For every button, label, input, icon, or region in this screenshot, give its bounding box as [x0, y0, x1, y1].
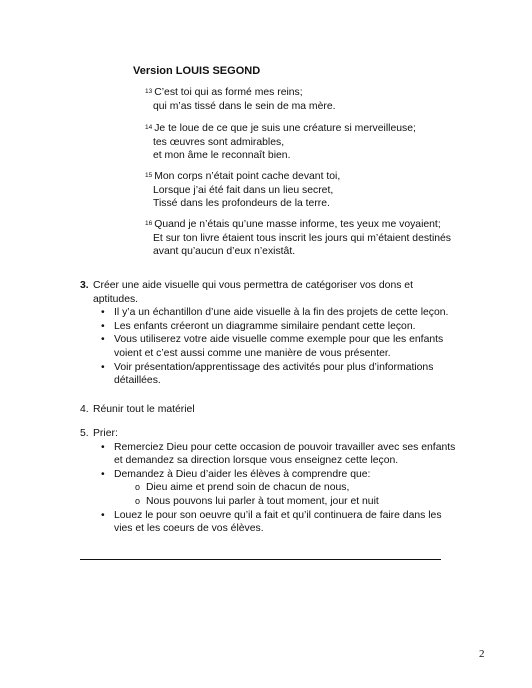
section-3: [80, 279, 460, 388]
list-item: • Les enfants créeront un diagramme similaire pendant cette leçon.: [93, 320, 460, 334]
horizontal-rule: [80, 559, 441, 560]
verse-14: [145, 122, 416, 163]
sub-list-item: o Dieu aime et prend soin de chacun de nous,: [114, 481, 460, 495]
verse-number: 14: [145, 124, 153, 131]
page-number: 2: [479, 648, 485, 660]
list-item: [93, 468, 460, 509]
section-text: Prier:: [93, 428, 118, 439]
list-item: • Il y’a un échantillon d’une aide visuelle à la fin des projets de cette leçon.: [93, 306, 460, 320]
list-item-text: Demandez à Dieu d’aider les élèves à comprendre que:: [114, 468, 371, 480]
bullet-list: [93, 441, 460, 536]
verse-number: 13: [145, 88, 153, 95]
verse-line: et mon âme le reconnaît bien.: [153, 150, 291, 162]
sub-bullet-list: [114, 481, 460, 508]
verse-line: Mon corps n’était point cache devant toi,: [154, 171, 341, 182]
version-heading: Version LOUIS SEGOND: [133, 65, 261, 77]
list-item: • Louez le pour son oeuvre qu’il a fait et qu’il continuera de faire dans les vies et les coeurs de vos élèves.: [93, 509, 460, 536]
verse-15: [145, 170, 340, 211]
section-number: 4.: [80, 404, 89, 415]
verse-13: [145, 86, 336, 113]
verse-number: 16: [145, 220, 153, 227]
verse-line: Lorsque j’ai été fait dans un lieu secret,: [153, 184, 334, 196]
section-4: [80, 403, 460, 417]
verse-line: tes œuvres sont admirables,: [153, 136, 285, 148]
verse-line: Je te loue de ce que je suis une créature si merveilleuse;: [154, 123, 416, 134]
list-item: • Remerciez Dieu pour cette occasion de pouvoir travailler avec ses enfants et demandez sa direction lorsque vous enseignez cette leçon.: [93, 441, 460, 468]
section-text: Créer une aide visuelle qui vous permettra de catégoriser vos dons et aptitudes.: [93, 280, 413, 305]
sub-list-item: o Nous pouvons lui parler à tout moment, jour et nuit: [114, 495, 460, 509]
section-number: 3.: [80, 280, 89, 291]
list-item: • Vous utiliserez votre aide visuelle comme exemple pour que les enfants voient et c’est aussi comme une manière de vous présenter.: [93, 333, 460, 360]
verse-16: [145, 218, 451, 259]
verse-line: C’est toi qui as formé mes reins;: [154, 87, 303, 98]
section-text: Réunir tout le matériel: [93, 404, 195, 415]
section-number: 5.: [80, 428, 89, 439]
verse-number: 15: [145, 172, 153, 179]
verse-line: Quand je n’étais qu’une masse informe, tes yeux me voyaient;: [154, 219, 441, 230]
list-item: • Voir présentation/apprentissage des activités pour plus d’informations détaillées.: [93, 361, 460, 388]
verse-line: avant qu’aucun d’eux n’existât.: [153, 246, 296, 258]
bullet-list: [93, 306, 460, 388]
section-5: [80, 427, 460, 536]
verse-line: qui m’as tissé dans le sein de ma mère.: [153, 100, 336, 112]
verse-line: Et sur ton livre étaient tous inscrit les jours qui m’étaient destinés: [153, 232, 452, 244]
verse-line: Tissé dans les profondeurs de la terre.: [153, 198, 330, 210]
